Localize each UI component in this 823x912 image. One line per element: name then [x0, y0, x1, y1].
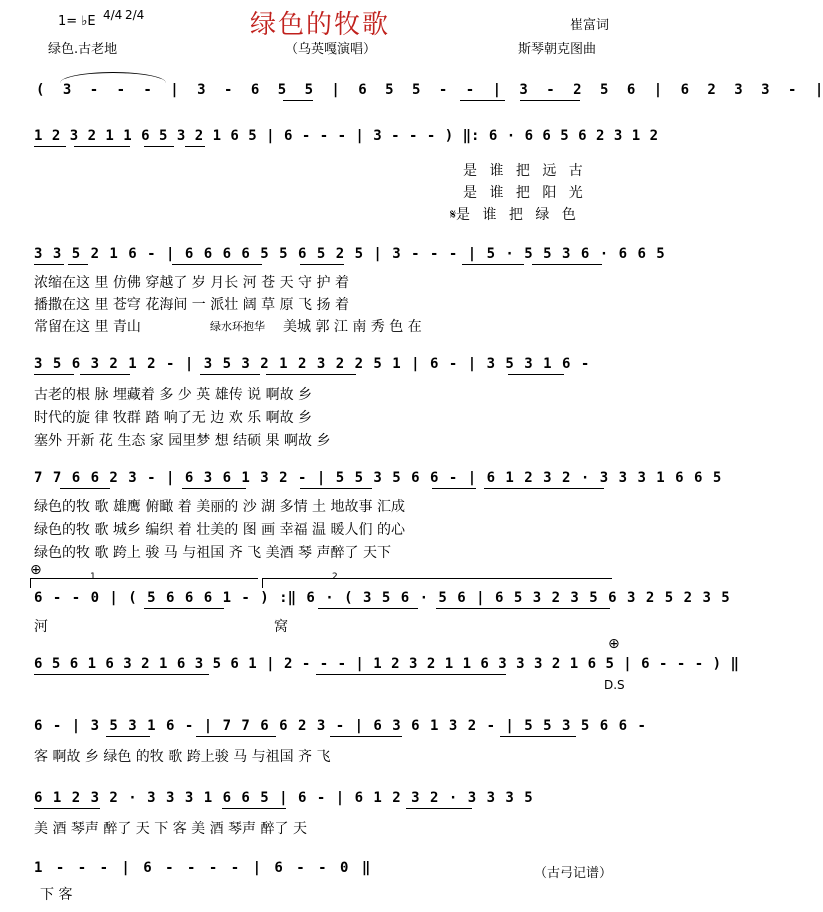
style-marking: 绿色.古老地: [48, 42, 118, 57]
underline: [266, 374, 356, 375]
lyric-verse-2: 播撒在这 里 苍穹 花海间 一 派壮 阔 草 原 飞 扬 着: [34, 297, 349, 313]
lyric-verse-2: 是 谁 把 阳 光: [463, 185, 583, 201]
underline: [316, 674, 506, 675]
lyric-line: 下 客: [40, 887, 73, 903]
underline: [144, 608, 224, 609]
volta-bracket-1: [30, 578, 258, 579]
underline: [484, 488, 604, 489]
underline: [80, 374, 130, 375]
key-signature: 1= ♭E: [58, 14, 96, 29]
underline: [300, 488, 372, 489]
notation-row-10: 1 - - - | 6 - - - - | 6 - - 0 ‖: [34, 860, 371, 876]
composer: 斯琴朝克图曲: [518, 42, 597, 57]
volta-number-1: 1: [90, 572, 96, 582]
lyric-verse-3: 常留在这 里 青山: [34, 319, 141, 335]
underline: [182, 488, 246, 489]
underline: [60, 488, 110, 489]
underline: [330, 736, 402, 737]
time-signature-2: 2/4: [125, 8, 145, 22]
notation-row-5: 7 7 6 6 2 3 - | 6 3 6 1 3 2 - | 5 5 3 5 6 6 - | 6 1 2 3 2 · 3 3 3 1 6 6 5: [34, 470, 722, 486]
underline: [508, 374, 564, 375]
lyric-verse-3-small: 绿水环抱华: [210, 320, 265, 333]
lyric-verse-1: 绿色的牧 歌 雄鹰 俯瞰 着 美丽的 沙 湖 多情 土 地故事 汇成: [34, 499, 405, 515]
volta-number-2: 2: [332, 572, 338, 582]
underline: [172, 264, 262, 265]
volta-bracket-edge: [262, 578, 263, 588]
underline: [300, 264, 344, 265]
transcriber-note: （古弓记谱）: [534, 866, 613, 881]
underline: [432, 488, 476, 489]
lyric-verse-3: 𝄋是 谁 把 绿 色: [450, 207, 576, 223]
underline: [68, 264, 88, 265]
coda-mark: ⊕: [608, 636, 620, 652]
coda-mark: ⊕: [30, 562, 42, 578]
underline: [185, 146, 205, 147]
lyric-verse-3: 绿色的牧 歌 跨上 骏 马 与祖国 齐 飞 美酒 琴 声醉了 天下: [34, 545, 391, 561]
volta-bracket-edge: [30, 578, 31, 588]
underline: [200, 374, 260, 375]
underline: [106, 736, 150, 737]
performer: （乌英嘎演唱）: [285, 42, 377, 57]
notation-row-6: 6 - - 0 | ( 5 6 6 6 1 - ) :‖ 6 · ( 3 5 6 · 5 6 | 6 5 3 2 3 5 6 3 2 5 2 3 5: [34, 590, 730, 606]
notation-row-4: 3 5 6 3 2 1 2 - | 3 5 3 2 1 2 3 2 2 5 1 | 6 - | 3 5 3 1 6 -: [34, 356, 590, 372]
lyric-verse-2: 时代的旋 律 牧群 踏 响了无 边 欢 乐 啊故 乡: [34, 410, 313, 426]
lyric-verse-2: 绿色的牧 歌 城乡 编织 着 壮美的 图 画 幸福 温 暖人们 的心: [34, 522, 405, 538]
underline: [532, 264, 602, 265]
underline: [318, 608, 418, 609]
underline: [34, 674, 209, 675]
underline: [34, 374, 74, 375]
lyric-verse-1: 浓缩在这 里 仿佛 穿越了 岁 月长 河 苍 天 守 护 着: [34, 275, 349, 291]
dal-segno-marking: D.S: [604, 678, 625, 692]
underline: [222, 808, 286, 809]
notation-row-9: 6 1 2 3 2 · 3 3 3 1 6 6 5 | 6 - | 6 1 2 3 2 · 3 3 3 5: [34, 790, 533, 806]
notation-row-2: 1 2 3 2 1 1 6 5 3 2 1 6 5 | 6 - - - | 3 - - - ) ‖: 6 · 6 6 5 6 2 3 1 2: [34, 128, 659, 144]
lyric-line: 美 酒 琴声 醉了 天 下 客 美 酒 琴声 醉了 天: [34, 821, 307, 837]
underline: [34, 146, 66, 147]
underline: [34, 264, 64, 265]
lyric-verse-1: 古老的根 脉 埋藏着 多 少 英 雄传 说 啊故 乡: [34, 387, 313, 403]
underline: [74, 146, 130, 147]
underline: [500, 736, 576, 737]
underline: [436, 608, 610, 609]
notation-row-7: 6 5 6 1 6 3 2 1 6 3 5 6 1 | 2 - - - | 1 2 3 2 1 1 6 3 3 3 2 1 6 5 | 6 - - - ) ‖: [34, 656, 739, 672]
lyric-verse-3: 塞外 开新 花 生态 家 园里梦 想 结硕 果 啊故 乡: [34, 433, 331, 449]
underline: [34, 808, 100, 809]
notation-row-8: 6 - | 3 5 3 1 6 - | 7 7 6 6 2 3 - | 6 3 6 1 3 2 - | 5 5 3 5 6 6 -: [34, 718, 646, 734]
lyric-verse-3-end: 美城 郭 江 南 秀 色 在: [283, 319, 422, 335]
underline: [283, 100, 313, 101]
notation-row-1: ( 3 - - - | 3 - 6 5 5 | 6 5 5 - - | 3 - 2 5 6 | 6 2 3 3 - |: [36, 82, 823, 98]
lyric-word: 窝: [274, 619, 288, 635]
lyricist: 崔富词: [570, 18, 610, 33]
underline: [520, 100, 580, 101]
volta-bracket-2: [262, 578, 612, 579]
lyric-verse-1: 是 谁 把 远 古: [463, 163, 583, 179]
underline: [196, 736, 276, 737]
underline: [460, 100, 505, 101]
lyric-word: 河: [34, 619, 48, 635]
notation-row-3: 3 3 5 2 1 6 - | 6 6 6 6 5 5 6 5 2 5 | 3 - - - | 5 · 5 5 3 6 · 6 6 5: [34, 246, 665, 262]
underline: [144, 146, 174, 147]
song-title: 绿色的牧歌: [250, 10, 391, 40]
lyric-line: 客 啊故 乡 绿色 的牧 歌 跨上骏 马 与祖国 齐 飞: [34, 749, 331, 765]
underline: [406, 808, 472, 809]
time-signature-1: 4/4: [103, 8, 123, 22]
underline: [462, 264, 524, 265]
